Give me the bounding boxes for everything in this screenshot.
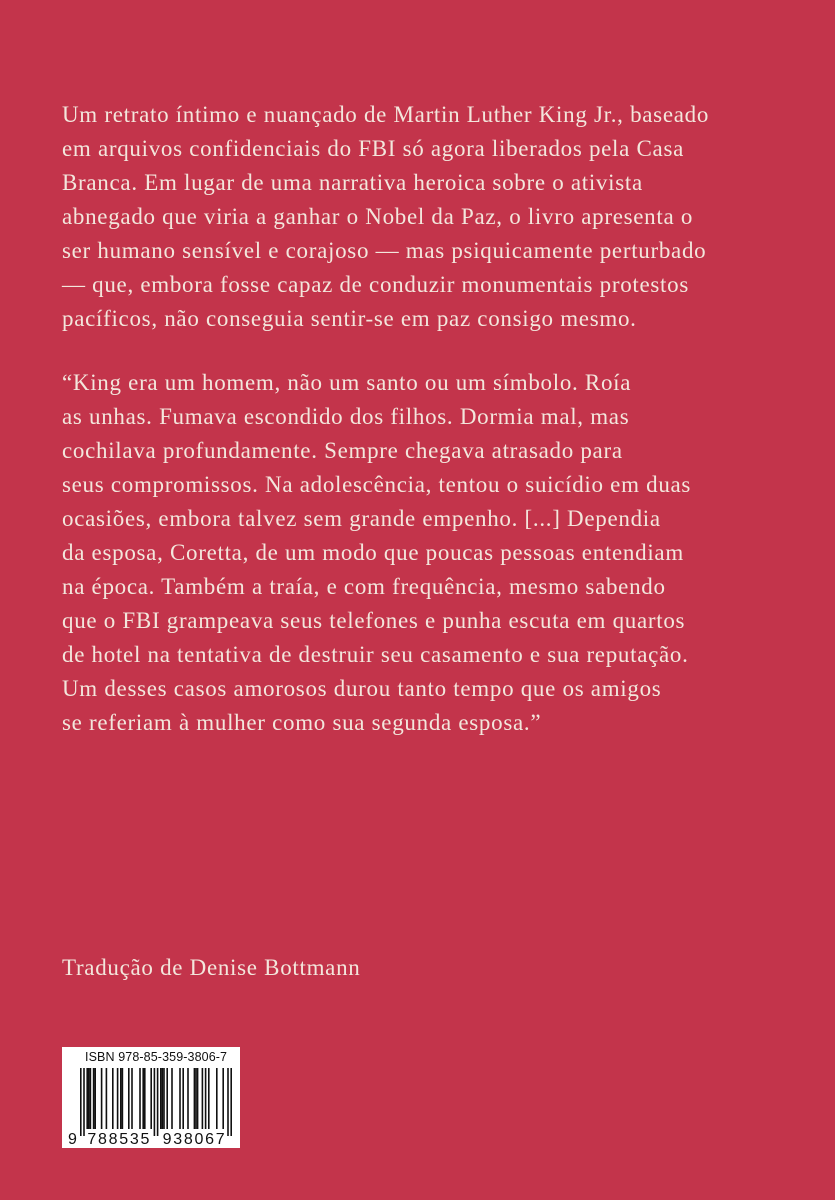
quote-line: seus compromissos. Na adolescência, tentou o suicídio em duas <box>62 472 692 497</box>
isbn-barcode <box>62 1047 240 1148</box>
barcode-bar <box>160 1068 162 1129</box>
barcode-bar <box>166 1068 168 1129</box>
barcode-bar <box>163 1068 165 1129</box>
synopsis-line: — que, embora fosse capaz de conduzir monumentais protestos <box>62 272 689 297</box>
barcode-bar <box>142 1068 144 1129</box>
barcode-bar <box>162 1068 164 1129</box>
barcode-bar <box>154 1068 156 1136</box>
quote-line: na época. Também a traía, e com frequência, mesmo sabendo <box>62 574 666 599</box>
barcode-bar <box>101 1068 103 1129</box>
barcode-right-digits: 938067 <box>162 1131 225 1148</box>
barcode-bar <box>120 1068 122 1129</box>
barcode-bar <box>83 1068 85 1136</box>
quote-line: ocasiões, embora talvez sem grande empenho. [...] Dependia <box>62 506 661 531</box>
barcode-bar <box>179 1068 181 1129</box>
barcode-bar <box>187 1068 189 1129</box>
translation-credit <box>62 951 782 985</box>
barcode-bar <box>88 1068 90 1129</box>
barcode-bar <box>182 1068 184 1129</box>
quote-line: cochilava profundamente. Sempre chegava atrasado para <box>62 438 623 463</box>
barcode-bar <box>227 1068 229 1136</box>
barcode-bar <box>171 1068 173 1129</box>
barcode-bar <box>94 1068 96 1129</box>
barcode-bar <box>128 1068 130 1129</box>
barcode-bar <box>150 1068 152 1129</box>
quote-line: “King era um homem, não um santo ou um símbolo. Roía <box>62 370 632 395</box>
barcode-bar <box>139 1068 141 1129</box>
barcode-bar <box>106 1068 108 1129</box>
barcode-bar <box>216 1068 218 1129</box>
barcode-bar <box>202 1068 204 1129</box>
barcode-bar <box>93 1068 95 1129</box>
barcode-bar <box>90 1068 92 1129</box>
synopsis-paragraph <box>62 98 782 336</box>
barcode-bar <box>112 1068 114 1129</box>
quote-line: de hotel na tentativa de destruir seu casamento e sua reputação. <box>62 642 689 667</box>
barcode-bar <box>144 1068 146 1129</box>
barcode-bar <box>208 1068 210 1129</box>
barcode-bar <box>117 1068 119 1129</box>
barcode-bar <box>122 1068 124 1129</box>
barcode-bar <box>86 1068 88 1129</box>
synopsis-line: ser humano sensível e corajoso — mas psiquicamente perturbado <box>62 238 707 263</box>
synopsis-line: Branca. Em lugar de uma narrativa heroica sobre o ativista <box>62 170 643 195</box>
barcode-bars <box>80 1068 232 1136</box>
barcode-graphic <box>62 1047 240 1148</box>
quote-paragraph <box>62 366 782 740</box>
barcode-lead-digit: 9 <box>68 1131 77 1148</box>
quote-line: que o FBI grampeava seus telefones e punha escuta em quartos <box>62 608 686 633</box>
barcode-left-digits: 788535 <box>87 1131 150 1148</box>
synopsis-line: pacíficos, não conseguia sentir-se em paz consigo mesmo. <box>62 306 637 331</box>
barcode-bar <box>157 1068 159 1136</box>
barcode-bar <box>195 1068 197 1129</box>
barcode-bar <box>222 1068 224 1129</box>
quote-line: se referiam à mulher como sua segunda esposa.” <box>62 710 542 735</box>
barcode-bar <box>197 1068 199 1129</box>
barcode-bar <box>80 1068 82 1136</box>
barcode-bar <box>230 1068 232 1136</box>
quote-line: da esposa, Coretta, de um modo que poucas pessoas entendiam <box>62 540 684 565</box>
synopsis-line: Um retrato íntimo e nuançado de Martin Luther King Jr., baseado <box>62 102 710 127</box>
barcode-bar <box>194 1068 196 1129</box>
synopsis-line: abnegado que viria a ganhar o Nobel da Paz, o livro apresenta o <box>62 204 694 229</box>
barcode-bar <box>205 1068 207 1129</box>
barcode-bar <box>131 1068 133 1129</box>
quote-line: as unhas. Fumava escondido dos filhos. Dormia mal, mas <box>62 404 630 429</box>
isbn-label: ISBN 978-85-359-3806-7 <box>85 1050 227 1064</box>
synopsis-line: em arquivos confidenciais do FBI só agora liberados pela Casa <box>62 136 685 161</box>
translation-credit-text: Tradução de Denise Bottmann <box>62 955 361 980</box>
quote-line: Um desses casos amorosos durou tanto tempo que os amigos <box>62 676 662 701</box>
